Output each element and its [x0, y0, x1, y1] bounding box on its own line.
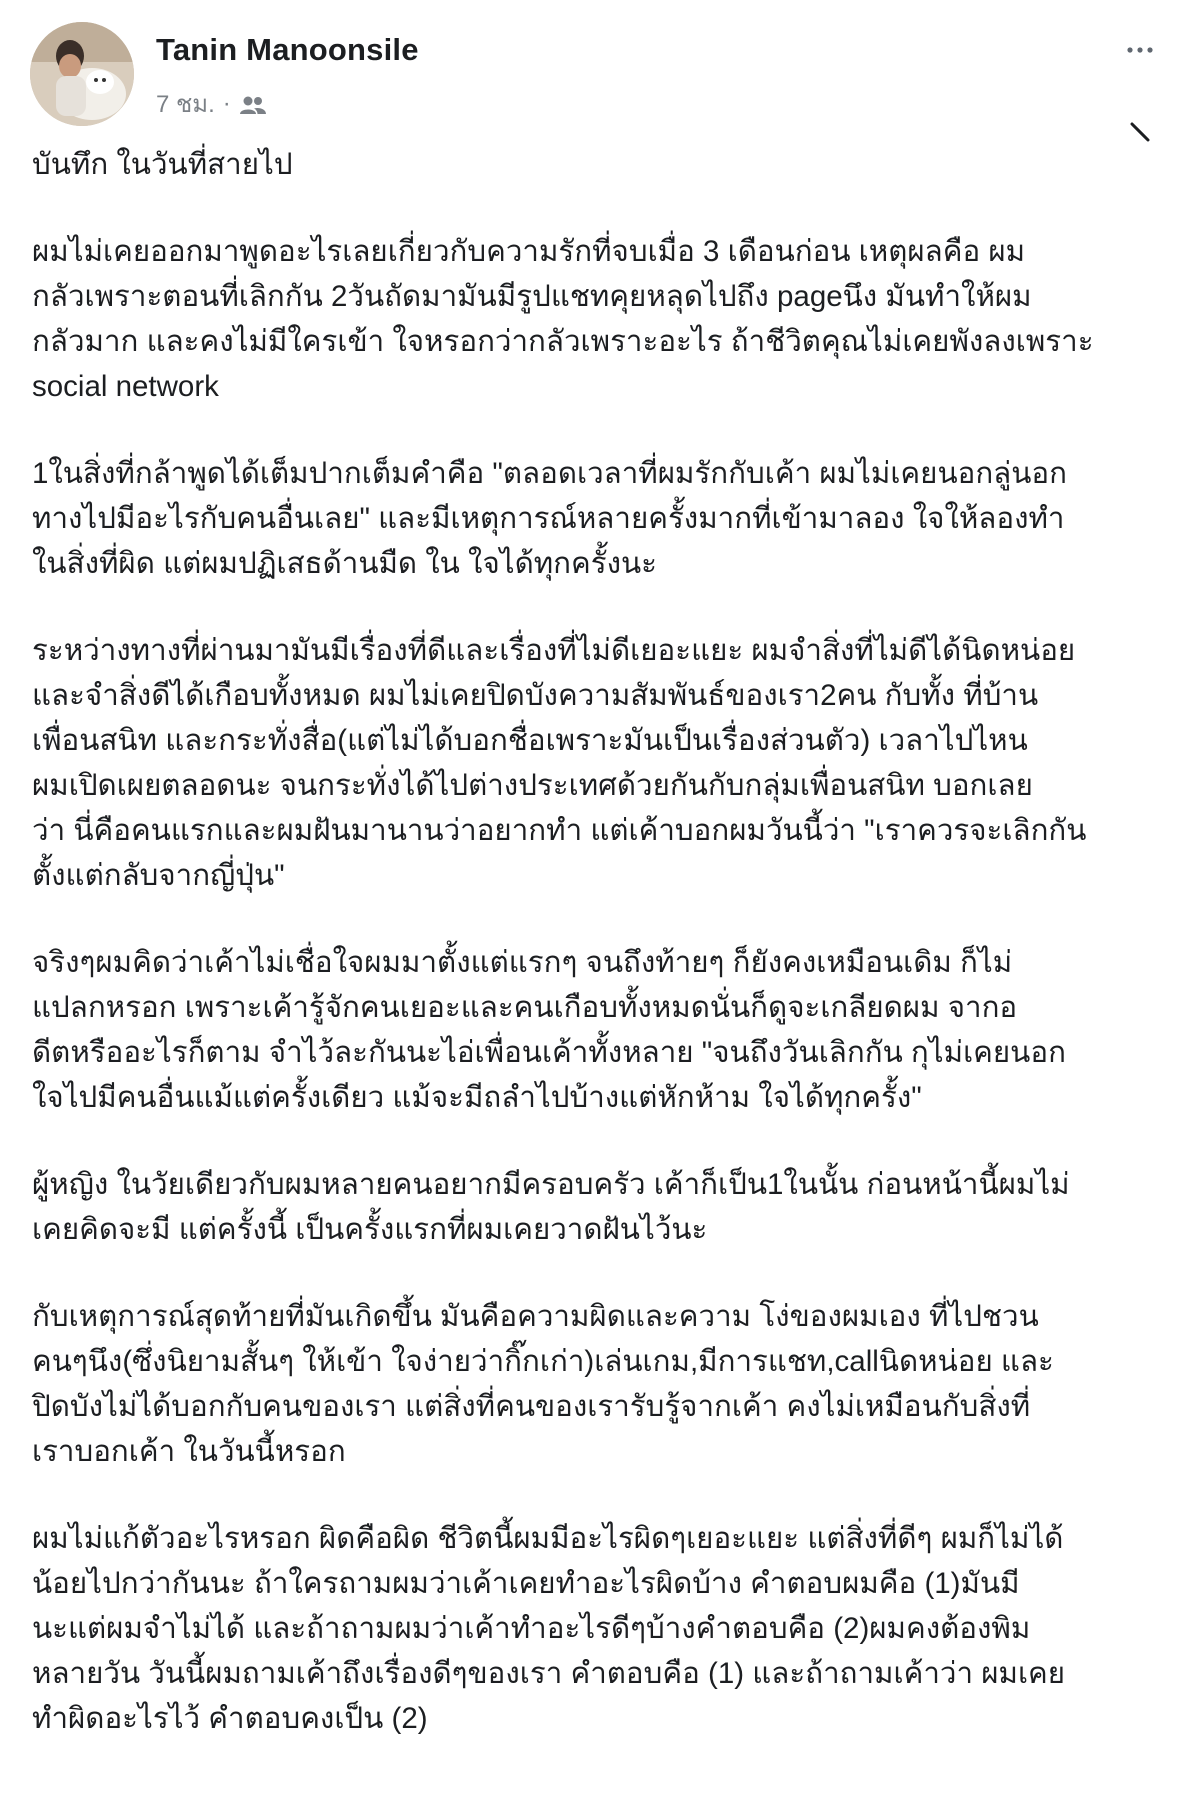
more-options-button[interactable] [1118, 38, 1158, 62]
text-line: ระหว่างทางที่ผ่านมามันมีเรื่องที่ดีและเรื่องที่ไม่ดีเยอะแยะ ผมจำสิ่งที่ไม่ดีได้นิดหน่อย [32, 634, 1076, 667]
text-line: ว่า นี่คือคนแรกและผมฝันมานานว่าอยากทำ แต่เค้าบอกผมวันนี้ว่า "เราควรจะเลิกกัน [32, 814, 1087, 847]
text-line: บันทึก ในวันที่สายไป [32, 148, 293, 181]
text-line: ในสิ่งที่ผิด แต่ผมปฏิเสธด้านมืด ใน ใจได้ทุกครั้งนะ [32, 547, 658, 580]
text-line: หลายวัน วันนี้ผมถามเค้าถึงเรื่องดีๆของเรา คำตอบคือ (1) และถ้าถามเค้าว่า ผมเคย [32, 1657, 1066, 1690]
text-line: ปิดบังไม่ได้บอกกับคนของเรา แต่สิ่งที่คนของเรารับรู้จากเค้า คงไม่เหมือนกับสิ่งที่ [32, 1390, 1031, 1423]
text-line: เราบอกเค้า ในวันนี้หรอก [32, 1435, 346, 1468]
post-time[interactable]: 7 ชม. [156, 91, 215, 118]
text-line: ดีตหรืออะไรก็ตาม จำไว้ละกันนะไอ่เพื่อนเค้าทั้งหลาย "จนถึงวันเลิกกัน กุไม่เคยนอก [32, 1036, 1066, 1069]
text-line: เพื่อนสนิท และกระทั่งสื่อ(แต่ไม่ได้บอกชื่อเพราะมันเป็นเรื่องส่วนตัว) เวลาไปไหน [32, 724, 1028, 757]
avatar-photo [30, 22, 134, 126]
text-line: 1ในสิ่งที่กล้าพูดได้เต็มปากเต็มคำคือ "ตลอดเวลาที่ผมรักกับเค้า ผมไม่เคยนอกลู่นอก [32, 457, 1068, 490]
text-line: ผมเปิดเผยตลอดนะ จนกระทั่งได้ไปต่างประเทศด้วยกันกับกลุ่มเพื่อนสนิท บอกเลย [32, 769, 1033, 802]
text-line: นะแต่ผมจำไม่ได้ และถ้าถามผมว่าเค้าทำอะไรดีๆบ้างคำตอบคือ (2)ผมคงต้องพิม [32, 1612, 1031, 1645]
meta-separator: · [222, 89, 231, 117]
paragraph-3 [32, 628, 1172, 898]
text-line: น้อยไปกว่ากันนะ ถ้าใครถามผมว่าเค้าเคยทำอะไรผิดบ้าง คำตอบผมคือ (1)มันมี [32, 1567, 1020, 1600]
text-line: และจำสิ่งดีได้เกือบทั้งหมด ผมไม่เคยปิดบังความสัมพันธ์ของเรา2คน กับทั้ง ที่บ้าน [32, 679, 1039, 712]
author-name[interactable]: Tanin Manoonsile [156, 32, 419, 67]
text-line: ตั้งแต่กลับจากญี่ปุ่น" [32, 859, 285, 892]
stray-mark-icon [1128, 118, 1154, 144]
text-line: ทางไปมีอะไรกับคนอื่นเลย" และมีเหตุการณ์หลายครั้งมากที่เข้ามาลอง ใจให้ลองทำ [32, 502, 1065, 535]
paragraph-2 [32, 451, 1172, 586]
text-line: ผมไม่แก้ตัวอะไรหรอก ผิดคือผิด ชีวิตนี้ผมมีอะไรผิดๆเยอะแยะ แต่สิ่งที่ดีๆ ผมก็ไม่ได้ [32, 1522, 1064, 1555]
text-line: คนๆนึง(ซึ่งนิยามสั้นๆ ให้เข้า ใจง่ายว่ากิ๊กเก่า)เล่นเกม,มีการแชท,callนิดหน่อย และ [32, 1345, 1054, 1378]
text-line: social network [32, 370, 219, 403]
paragraph-1 [32, 229, 1172, 409]
text-line: ทำผิดอะไรไว้ คำตอบคงเป็น (2) [32, 1702, 428, 1735]
post-body [32, 142, 1172, 1783]
text-line: กับเหตุการณ์สุดท้ายที่มันเกิดขึ้น มันคือความผิดและความ โง่ของผมเอง ที่ไปชวน [32, 1300, 1039, 1333]
text-line: แปลกหรอก เพราะเค้ารู้จักคนเยอะและคนเกือบทั้งหมดนั่นก็ดูจะเกลียดผม จากอ [32, 991, 1018, 1024]
avatar[interactable] [30, 22, 134, 126]
text-line: เคยคิดจะมี แต่ครั้งนี้ เป็นครั้งแรกที่ผมเคยวาดฝันไว้นะ [32, 1213, 708, 1246]
more-horizontal-icon [1118, 38, 1158, 62]
paragraph-7 [32, 1516, 1172, 1741]
text-line: ผมไม่เคยออกมาพูดอะไรเลยเกี่ยวกับความรักที่จบเมื่อ 3 เดือนก่อน เหตุผลคือ ผม [32, 235, 1026, 268]
friends-icon[interactable] [239, 94, 267, 114]
paragraph-5 [32, 1162, 1172, 1252]
text-line: ผู้หญิง ในวัยเดียวกับผมหลายคนอยากมีครอบครัว เค้าก็เป็น1ในนั้น ก่อนหน้านี้ผมไม่ [32, 1168, 1070, 1201]
post-header [30, 18, 1170, 128]
post-meta [156, 84, 267, 123]
paragraph-4 [32, 940, 1172, 1120]
text-line: กลัวเพราะตอนที่เลิกกัน 2วันถัดมามันมีรูปแชทคุยหลุดไปถึง pageนึง มันทำให้ผม [32, 280, 1032, 313]
text-line: จริงๆผมคิดว่าเค้าไม่เชื่อใจผมมาตั้งแต่แรกๆ จนถึงท้ายๆ ก็ยังคงเหมือนเดิม ก็ไม่ [32, 946, 1013, 979]
text-line: กลัวมาก และคงไม่มีใครเข้า ใจหรอกว่ากลัวเพราะอะไร ถ้าชีวิตคุณไม่เคยพังลงเพราะ [32, 325, 1094, 358]
post-title [32, 142, 1172, 187]
paragraph-6 [32, 1294, 1172, 1474]
text-line: ใจไปมีคนอื่นแม้แต่ครั้งเดียว แม้จะมีถลำไปบ้างแต่หักห้าม ใจได้ทุกครั้ง" [32, 1081, 922, 1114]
